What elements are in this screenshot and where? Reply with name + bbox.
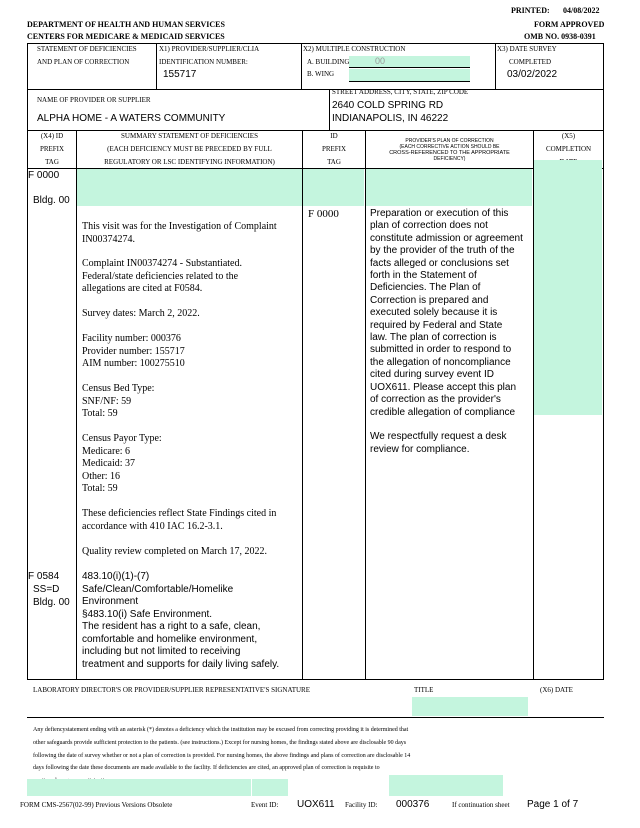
plan-label: AND PLAN OF CORRECTION [37,58,130,66]
plan-line: by the provider of the truth of the [370,245,515,257]
f0584-tag: F 0584 [28,571,60,582]
f0000-tag: F 0000 [28,170,60,181]
signature-label: LABORATORY DIRECTOR'S OR PROVIDER/SUPPLIER REPRESENTATIVE'S SIGNATURE [33,686,311,694]
form-number: FORM CMS-2567(02-99) Previous Versions Obsolete [20,801,173,809]
event-id: UOX611 [297,799,335,810]
event-id-label: Event ID: [251,801,279,809]
f584-line-3: Environment [82,596,139,607]
plan-line: Preparation or execution of this [370,208,509,219]
f584-line-1: 483.10(i)(1)-(7) [82,571,150,582]
rule [495,43,496,89]
plan-line: cited during survey event ID [370,369,494,381]
address-label: STREET ADDRESS, CITY, STATE, ZIP CODE [332,88,469,96]
provider-name-label: NAME OF PROVIDER OR SUPPLIER [37,96,151,104]
summary-header-3: REGULATORY OR LSC IDENTIFYING INFORMATION) [104,158,275,166]
plan-line: executed solely because it is [370,307,498,319]
summary-header-1: SUMMARY STATEMENT OF DEFICIENCIES [121,132,258,140]
rule [365,131,366,680]
summary-header-2: (EACH DEFICIENCY MUST BE PRECEDED BY FULL [107,145,272,153]
summary-paragraph-2: Complaint IN00374274 - Substantiated. Federal/state deficiencies related to the allegations are cited at F0584. [82,258,242,294]
plan-header-1: PROVIDER'S PLAN OF CORRECTION [405,138,494,144]
plan-line: Correction is prepared and [370,294,489,306]
plan-statement [370,208,532,456]
facility-id-label: Facility ID: [345,801,378,809]
x1-label: X1) PROVIDER/SUPPLIER/CLIA [159,45,260,53]
x5-header-1: (X5) [561,132,576,140]
form-approved: FORM APPROVED [534,20,605,29]
plan-line: facts alleged or conclusions set [370,257,509,269]
rule [156,43,157,89]
rule [27,131,28,680]
rule [603,43,604,89]
disclaimer-line: other safeguards provide sufficient protection to the patients. (see instructions.) Except for nursing homes, the findings stated above are disclosable 90 days [33,739,407,746]
statement-label: STATEMENT OF DEFICIENCIES [37,45,137,53]
f584-line-2: Safe/Clean/Comfortable/Homelike [82,584,234,595]
x4-header-1: (X4) ID [40,132,64,140]
x5-header-2: COMPLETION [545,145,592,153]
f0000-bldg: Bldg. 00 [33,195,70,206]
page-number: Page 1 of 7 [527,799,579,810]
plan-line: submitted in order to respond to [370,344,512,356]
title-highlight [412,697,528,716]
plan-line: plan of correction does not [370,220,488,232]
rule [27,43,28,89]
plan-line: forth in the Statement of [370,270,477,282]
f584-line-8: treatment and supports for daily living safely. [82,659,280,670]
completion-date-highlight [534,160,602,415]
summary-aim-number: AIM number: 100275510 [82,358,185,369]
rule [27,89,604,90]
plan-line: We respectfully request a desk [370,431,507,443]
rule [603,131,604,680]
completed-label: COMPLETED [509,58,551,66]
x4-header-3: TAG [45,158,59,166]
disclaimer-line: following the date of survey whether or not a plan of correction is provided. For nursing homes, the above findings and plans of correction are disclosable 14 [33,752,411,759]
summary-facility-number: Facility number: 000376 [82,333,181,344]
x4-header-2: PREFIX [39,145,65,153]
rule [301,43,302,89]
plan-id-tag: F 0000 [308,208,339,220]
plan-line: review for compliance. [370,443,470,455]
summary-snf-nf: SNF/NF: 59 [82,396,132,407]
summary-quality-review: Quality review completed on March 17, 2022. [82,546,267,557]
summary-provider-number: Provider number: 155717 [82,346,185,357]
x2-label: X2) MULTIPLE CONSTRUCTION [303,45,406,53]
summary-total-payor: Total: 59 [82,483,118,494]
plan-line: law. The plan of correction is [370,332,497,344]
plan-line: Deficiencies. The Plan of [370,282,481,294]
disclaimer-line: days following the date these documents are made available to the facility. If deficiencies are cited, an approved plan of correction is requisite to [33,765,380,772]
f584-line-6: comfortable and homelike environment, [82,634,258,645]
wing-highlight [349,69,470,81]
provider-name: ALPHA HOME - A WATERS COMMUNITY [37,113,226,124]
plan-line: constitute admission or agreement [370,232,523,244]
plan-header-4: DEFICIENCY) [433,156,466,162]
summary-census-payor: Census Payor Type: [82,433,162,444]
printed-label: PRINTED: [511,6,550,15]
summary-total-beds: Total: 59 [82,408,118,419]
f0584-bldg: Bldg. 00 [33,597,70,608]
building-label: A. BUILDING [307,58,350,66]
f584-line-5: The resident has a right to a safe, clean, [82,621,261,632]
footer-highlight [389,775,503,796]
rule [27,89,28,131]
summary-census-bed-type: Census Bed Type: [82,383,155,394]
id-header-3: TAG [327,158,341,166]
department-title: DEPARTMENT OF HEALTH AND HUMAN SERVICES [27,20,225,29]
summary-medicaid: Medicaid: 37 [82,458,136,469]
rule [349,67,470,68]
centers-title: CENTERS FOR MEDICARE & MEDICAID SERVICES [27,32,225,41]
x3-label: X3) DATE SURVEY [497,45,557,53]
f584-line-7: including but not limited to receiving [82,646,241,657]
rule [27,130,604,131]
rule [76,131,77,680]
provider-id: 155717 [163,69,197,80]
plan-line: UOX611. Please accept this plan [370,381,517,393]
summary-paragraph-1: This visit was for the Investigation of Complaint IN00374274. [82,221,277,245]
rule [302,131,303,680]
survey-date: 03/02/2022 [507,69,558,80]
f584-line-4: §483.10(i) Safe Environment. [82,609,213,620]
summary-medicare: Medicare: 6 [82,446,131,457]
summary-paragraph-7: These deficiencies reflect State Findings cited in accordance with 410 IAC 16.2-3.1. [82,508,277,532]
plan-highlight [366,169,532,206]
wing-label: B. WING [307,70,335,78]
plan-line: of correction as the provider's [370,394,501,406]
plan-line: the allegation of noncompliance [370,356,511,368]
street-address: 2640 COLD SPRING RD [332,100,444,111]
summary-highlight [77,169,302,206]
rule [329,89,330,131]
id-header-1: ID [330,132,338,140]
plan-line: required by Federal and State [370,319,503,331]
city-state-zip: INDIANAPOLIS, IN 46222 [332,113,449,124]
id-header-2: PREFIX [321,145,347,153]
summary-other: Other: 16 [82,471,121,482]
summary-paragraph-3: Survey dates: March 2, 2022. [82,308,200,319]
plan-header-2: (EACH CORRECTIVE ACTION SHOULD BE [399,144,500,150]
rule [27,679,604,680]
id-highlight [303,169,364,206]
plan-line: credible allegation of compliance [370,406,516,418]
rule [27,43,604,44]
rule [349,81,470,82]
facility-id: 000376 [396,799,430,810]
omb-number: OMB NO. 0938-0391 [524,32,596,41]
building-highlight [349,56,470,67]
identification-label: IDENTIFICATION NUMBER: [159,58,248,66]
rule [603,89,604,131]
printed-date: 04/08/2022 [563,6,600,15]
footer-highlight [27,779,251,796]
title-label: TITLE [414,686,434,694]
continuation-label: If continuation sheet [452,801,510,809]
plan-header-3: CROSS-REFERENCED TO THE APPROPRIATE [389,150,510,156]
building-value: 00 [375,56,386,66]
footer-highlight [252,779,288,796]
rule [27,717,604,718]
f0584-severity: SS=D [33,584,60,595]
disclaimer-line: Any defiencystatement ending with an asterisk (*) denotes a deficiency which the institution may be excused from correcting providing it is determined that [33,727,409,733]
date-label: (X6) DATE [540,686,573,694]
